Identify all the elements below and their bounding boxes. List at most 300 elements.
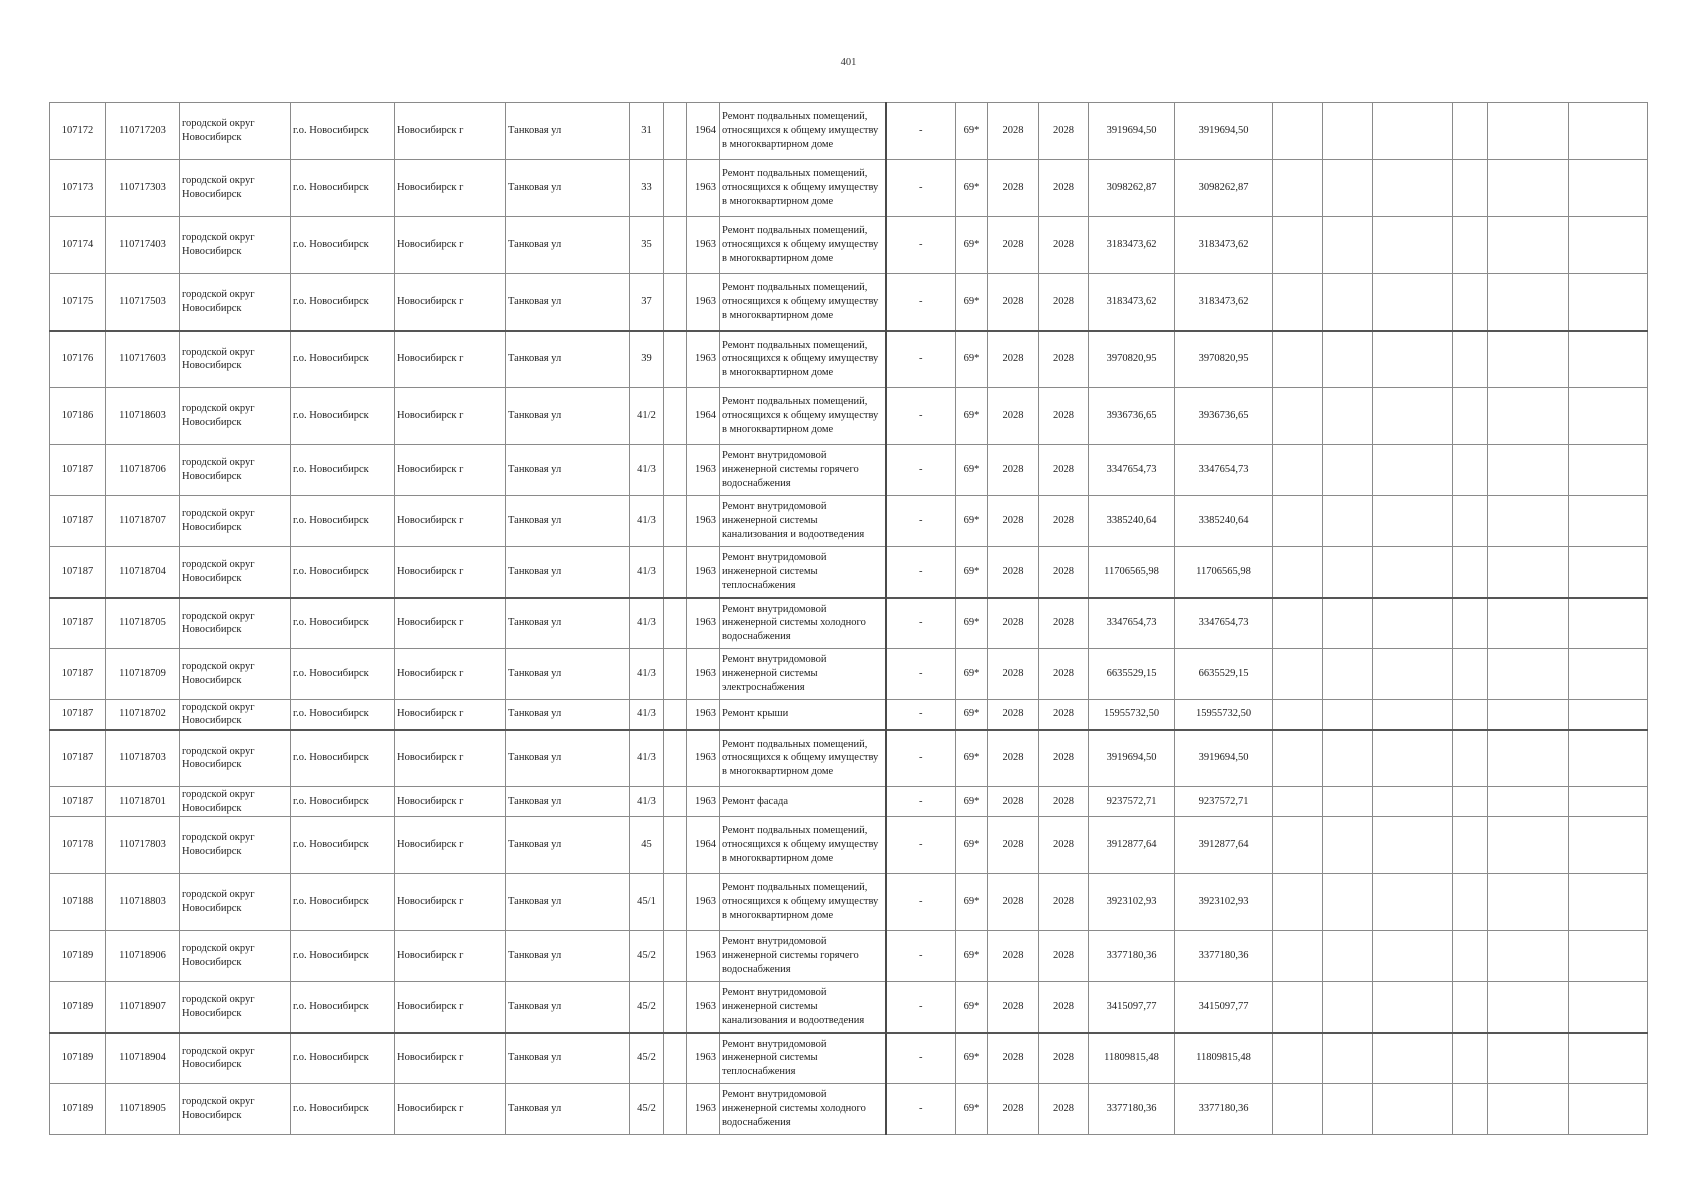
cell-ref: 69* [956, 496, 988, 547]
cell-municipality: г.о. Новосибирск [291, 160, 395, 217]
cell-empty [1273, 445, 1323, 496]
cell-city: Новосибирск г [395, 730, 506, 787]
cell-empty [1323, 547, 1373, 598]
cell-code: 110718701 [106, 787, 180, 817]
cell-empty [1373, 982, 1453, 1033]
cell-id: 107175 [50, 274, 106, 331]
cell-ref: 69* [956, 217, 988, 274]
cell-city: Новосибирск г [395, 1033, 506, 1084]
cell-empty [1373, 700, 1453, 730]
cell-total: 11809815,48 [1175, 1033, 1273, 1084]
cell-empty [1273, 700, 1323, 730]
cell-year-start: 2028 [988, 388, 1039, 445]
cell-street: Танковая ул [506, 817, 630, 874]
cell-cost: 15955732,50 [1089, 700, 1175, 730]
cell-house: 45/2 [630, 1084, 664, 1135]
cell-empty [1323, 496, 1373, 547]
cell-year-end: 2028 [1039, 1033, 1089, 1084]
cell-municipality: г.о. Новосибирск [291, 598, 395, 649]
cell-cost: 3377180,36 [1089, 1084, 1175, 1135]
cell-year: 1963 [687, 496, 720, 547]
registry-table [49, 102, 1648, 1135]
cell-empty [1373, 217, 1453, 274]
cell-work-type: Ремонт подвальных помещений, относящихся к общему имуществу в многоквартирном доме [720, 388, 886, 445]
cell-cost: 3377180,36 [1089, 931, 1175, 982]
cell-work-type: Ремонт внутридомовой инженерной системы холодного водоснабжения [720, 1084, 886, 1135]
cell-block [664, 817, 687, 874]
cell-id: 107189 [50, 1033, 106, 1084]
cell-street: Танковая ул [506, 700, 630, 730]
cell-municipality: г.о. Новосибирск [291, 817, 395, 874]
cell-work-type: Ремонт подвальных помещений, относящихся к общему имуществу в многоквартирном доме [720, 817, 886, 874]
cell-block [664, 217, 687, 274]
cell-code: 110718907 [106, 982, 180, 1033]
cell-block [664, 160, 687, 217]
table-row [50, 982, 1648, 1033]
cell-district: городской округ Новосибирск [180, 547, 291, 598]
table-row [50, 217, 1648, 274]
cell-id: 107186 [50, 388, 106, 445]
cell-ref: 69* [956, 649, 988, 700]
cell-code: 110717603 [106, 331, 180, 388]
cell-total: 3385240,64 [1175, 496, 1273, 547]
cell-block [664, 1033, 687, 1084]
cell-year-end: 2028 [1039, 787, 1089, 817]
cell-total: 3347654,73 [1175, 445, 1273, 496]
cell-empty [1373, 331, 1453, 388]
table-row [50, 388, 1648, 445]
cell-year: 1964 [687, 388, 720, 445]
table-row [50, 649, 1648, 700]
cell-dash: - [886, 730, 956, 787]
cell-cost: 3919694,50 [1089, 103, 1175, 160]
cell-year-start: 2028 [988, 931, 1039, 982]
cell-municipality: г.о. Новосибирск [291, 1033, 395, 1084]
cell-cost: 3098262,87 [1089, 160, 1175, 217]
cell-work-type: Ремонт внутридомовой инженерной системы горячего водоснабжения [720, 445, 886, 496]
cell-block [664, 598, 687, 649]
cell-empty [1488, 598, 1569, 649]
cell-id: 107187 [50, 496, 106, 547]
cell-block [664, 331, 687, 388]
cell-empty [1488, 217, 1569, 274]
cell-empty [1569, 388, 1648, 445]
cell-year-start: 2028 [988, 445, 1039, 496]
cell-district: городской округ Новосибирск [180, 598, 291, 649]
cell-house: 45/1 [630, 874, 664, 931]
cell-municipality: г.о. Новосибирск [291, 445, 395, 496]
cell-street: Танковая ул [506, 982, 630, 1033]
cell-ref: 69* [956, 982, 988, 1033]
cell-empty [1373, 649, 1453, 700]
cell-dash: - [886, 388, 956, 445]
cell-work-type: Ремонт подвальных помещений, относящихся к общему имуществу в многоквартирном доме [720, 874, 886, 931]
cell-year: 1963 [687, 445, 720, 496]
cell-id: 107173 [50, 160, 106, 217]
cell-work-type: Ремонт подвальных помещений, относящихся к общему имуществу в многоквартирном доме [720, 103, 886, 160]
cell-empty [1273, 874, 1323, 931]
cell-city: Новосибирск г [395, 649, 506, 700]
cell-dash: - [886, 1033, 956, 1084]
cell-id: 107187 [50, 730, 106, 787]
cell-empty [1373, 787, 1453, 817]
cell-empty [1569, 547, 1648, 598]
cell-district: городской округ Новосибирск [180, 874, 291, 931]
cell-cost: 11706565,98 [1089, 547, 1175, 598]
cell-empty [1323, 331, 1373, 388]
cell-cost: 3347654,73 [1089, 598, 1175, 649]
cell-year-start: 2028 [988, 160, 1039, 217]
cell-total: 3970820,95 [1175, 331, 1273, 388]
cell-empty [1569, 217, 1648, 274]
cell-ref: 69* [956, 931, 988, 982]
cell-year: 1963 [687, 1033, 720, 1084]
table-row [50, 598, 1648, 649]
cell-year: 1963 [687, 787, 720, 817]
cell-work-type: Ремонт фасада [720, 787, 886, 817]
cell-empty [1488, 649, 1569, 700]
cell-street: Танковая ул [506, 103, 630, 160]
cell-cost: 3415097,77 [1089, 982, 1175, 1033]
cell-empty [1488, 160, 1569, 217]
cell-house: 41/3 [630, 547, 664, 598]
cell-year: 1963 [687, 700, 720, 730]
cell-empty [1273, 496, 1323, 547]
cell-ref: 69* [956, 547, 988, 598]
cell-empty [1323, 700, 1373, 730]
cell-id: 107189 [50, 1084, 106, 1135]
cell-municipality: г.о. Новосибирск [291, 730, 395, 787]
cell-dash: - [886, 700, 956, 730]
table-row [50, 874, 1648, 931]
cell-house: 35 [630, 217, 664, 274]
cell-street: Танковая ул [506, 787, 630, 817]
cell-municipality: г.о. Новосибирск [291, 274, 395, 331]
cell-house: 41/3 [630, 445, 664, 496]
cell-block [664, 274, 687, 331]
cell-street: Танковая ул [506, 217, 630, 274]
cell-empty [1373, 874, 1453, 931]
cell-house: 41/3 [630, 700, 664, 730]
cell-block [664, 649, 687, 700]
cell-empty [1569, 496, 1648, 547]
cell-empty [1488, 331, 1569, 388]
cell-district: городской округ Новосибирск [180, 274, 291, 331]
cell-empty [1323, 931, 1373, 982]
cell-empty [1373, 598, 1453, 649]
cell-dash: - [886, 274, 956, 331]
cell-empty [1373, 931, 1453, 982]
cell-year-start: 2028 [988, 274, 1039, 331]
cell-year: 1963 [687, 982, 720, 1033]
cell-city: Новосибирск г [395, 388, 506, 445]
cell-empty [1453, 598, 1488, 649]
cell-year: 1963 [687, 874, 720, 931]
cell-empty [1323, 160, 1373, 217]
cell-dash: - [886, 931, 956, 982]
cell-work-type: Ремонт подвальных помещений, относящихся к общему имуществу в многоквартирном доме [720, 274, 886, 331]
cell-block [664, 787, 687, 817]
cell-empty [1273, 1084, 1323, 1135]
cell-year-end: 2028 [1039, 217, 1089, 274]
cell-code: 110717503 [106, 274, 180, 331]
cell-year-end: 2028 [1039, 388, 1089, 445]
cell-dash: - [886, 217, 956, 274]
cell-empty [1453, 1084, 1488, 1135]
cell-dash: - [886, 982, 956, 1033]
cell-year-start: 2028 [988, 1084, 1039, 1135]
cell-block [664, 931, 687, 982]
cell-district: городской округ Новосибирск [180, 1033, 291, 1084]
cell-dash: - [886, 103, 956, 160]
cell-code: 110718706 [106, 445, 180, 496]
cell-empty [1273, 817, 1323, 874]
cell-house: 41/3 [630, 649, 664, 700]
cell-year: 1964 [687, 103, 720, 160]
cell-empty [1569, 103, 1648, 160]
cell-year-start: 2028 [988, 874, 1039, 931]
cell-empty [1323, 598, 1373, 649]
cell-cost: 3919694,50 [1089, 730, 1175, 787]
cell-empty [1373, 1033, 1453, 1084]
cell-empty [1323, 730, 1373, 787]
cell-empty [1569, 1033, 1648, 1084]
cell-district: городской округ Новосибирск [180, 787, 291, 817]
cell-cost: 9237572,71 [1089, 787, 1175, 817]
cell-empty [1273, 649, 1323, 700]
cell-code: 110718709 [106, 649, 180, 700]
cell-city: Новосибирск г [395, 874, 506, 931]
table-row [50, 1084, 1648, 1135]
cell-empty [1488, 103, 1569, 160]
cell-empty [1569, 787, 1648, 817]
cell-year-start: 2028 [988, 598, 1039, 649]
cell-empty [1273, 331, 1323, 388]
cell-street: Танковая ул [506, 160, 630, 217]
cell-empty [1488, 874, 1569, 931]
cell-id: 107187 [50, 547, 106, 598]
cell-street: Танковая ул [506, 598, 630, 649]
table-row [50, 274, 1648, 331]
cell-empty [1488, 730, 1569, 787]
cell-empty [1273, 217, 1323, 274]
cell-empty [1569, 331, 1648, 388]
cell-municipality: г.о. Новосибирск [291, 103, 395, 160]
cell-empty [1453, 160, 1488, 217]
cell-year-end: 2028 [1039, 103, 1089, 160]
cell-block [664, 730, 687, 787]
cell-empty [1488, 787, 1569, 817]
cell-district: городской округ Новосибирск [180, 388, 291, 445]
cell-municipality: г.о. Новосибирск [291, 547, 395, 598]
cell-id: 107187 [50, 787, 106, 817]
cell-empty [1453, 445, 1488, 496]
cell-empty [1453, 874, 1488, 931]
cell-dash: - [886, 598, 956, 649]
table-row [50, 700, 1648, 730]
cell-total: 3912877,64 [1175, 817, 1273, 874]
cell-year-start: 2028 [988, 217, 1039, 274]
cell-work-type: Ремонт внутридомовой инженерной системы канализования и водоотведения [720, 982, 886, 1033]
table-body [50, 103, 1648, 1135]
cell-empty [1569, 160, 1648, 217]
cell-city: Новосибирск г [395, 331, 506, 388]
cell-ref: 69* [956, 331, 988, 388]
cell-year: 1963 [687, 598, 720, 649]
cell-year-end: 2028 [1039, 874, 1089, 931]
cell-cost: 3912877,64 [1089, 817, 1175, 874]
cell-street: Танковая ул [506, 496, 630, 547]
cell-cost: 3923102,93 [1089, 874, 1175, 931]
cell-ref: 69* [956, 103, 988, 160]
cell-cost: 3970820,95 [1089, 331, 1175, 388]
cell-street: Танковая ул [506, 445, 630, 496]
cell-empty [1453, 982, 1488, 1033]
cell-year-end: 2028 [1039, 496, 1089, 547]
cell-city: Новосибирск г [395, 931, 506, 982]
table-row [50, 787, 1648, 817]
cell-id: 107187 [50, 700, 106, 730]
cell-district: городской округ Новосибирск [180, 103, 291, 160]
cell-ref: 69* [956, 817, 988, 874]
cell-id: 107189 [50, 931, 106, 982]
cell-ref: 69* [956, 700, 988, 730]
cell-empty [1323, 217, 1373, 274]
cell-empty [1323, 445, 1373, 496]
cell-city: Новосибирск г [395, 982, 506, 1033]
cell-district: городской округ Новосибирск [180, 496, 291, 547]
cell-block [664, 388, 687, 445]
cell-year-start: 2028 [988, 787, 1039, 817]
cell-street: Танковая ул [506, 931, 630, 982]
cell-city: Новосибирск г [395, 217, 506, 274]
cell-empty [1323, 1033, 1373, 1084]
cell-empty [1453, 649, 1488, 700]
cell-empty [1373, 817, 1453, 874]
cell-year-start: 2028 [988, 496, 1039, 547]
cell-street: Танковая ул [506, 874, 630, 931]
cell-year-end: 2028 [1039, 160, 1089, 217]
table-row [50, 331, 1648, 388]
cell-dash: - [886, 787, 956, 817]
cell-year-end: 2028 [1039, 982, 1089, 1033]
cell-municipality: г.о. Новосибирск [291, 982, 395, 1033]
cell-work-type: Ремонт внутридомовой инженерной системы теплоснабжения [720, 1033, 886, 1084]
cell-cost: 3385240,64 [1089, 496, 1175, 547]
cell-year: 1963 [687, 160, 720, 217]
cell-year-start: 2028 [988, 700, 1039, 730]
cell-house: 37 [630, 274, 664, 331]
cell-house: 39 [630, 331, 664, 388]
cell-ref: 69* [956, 160, 988, 217]
cell-year-end: 2028 [1039, 598, 1089, 649]
cell-empty [1373, 496, 1453, 547]
cell-empty [1488, 1084, 1569, 1135]
cell-empty [1373, 388, 1453, 445]
cell-code: 110718704 [106, 547, 180, 598]
cell-house: 33 [630, 160, 664, 217]
cell-cost: 3936736,65 [1089, 388, 1175, 445]
cell-dash: - [886, 649, 956, 700]
cell-code: 110718702 [106, 700, 180, 730]
cell-year: 1963 [687, 649, 720, 700]
cell-block [664, 445, 687, 496]
cell-district: городской округ Новосибирск [180, 817, 291, 874]
cell-work-type: Ремонт крыши [720, 700, 886, 730]
cell-ref: 69* [956, 730, 988, 787]
cell-year-end: 2028 [1039, 649, 1089, 700]
table-row [50, 730, 1648, 787]
cell-ref: 69* [956, 1033, 988, 1084]
cell-city: Новосибирск г [395, 598, 506, 649]
cell-id: 107187 [50, 649, 106, 700]
cell-empty [1453, 331, 1488, 388]
cell-year-end: 2028 [1039, 331, 1089, 388]
cell-city: Новосибирск г [395, 103, 506, 160]
cell-district: городской округ Новосибирск [180, 649, 291, 700]
cell-total: 6635529,15 [1175, 649, 1273, 700]
cell-cost: 3183473,62 [1089, 274, 1175, 331]
cell-ref: 69* [956, 787, 988, 817]
cell-district: городской округ Новосибирск [180, 217, 291, 274]
table-row [50, 103, 1648, 160]
cell-municipality: г.о. Новосибирск [291, 874, 395, 931]
table-row [50, 496, 1648, 547]
cell-year-start: 2028 [988, 331, 1039, 388]
cell-empty [1488, 445, 1569, 496]
cell-city: Новосибирск г [395, 445, 506, 496]
cell-empty [1488, 388, 1569, 445]
cell-district: городской округ Новосибирск [180, 982, 291, 1033]
cell-street: Танковая ул [506, 1084, 630, 1135]
cell-city: Новосибирск г [395, 787, 506, 817]
cell-empty [1323, 649, 1373, 700]
cell-municipality: г.о. Новосибирск [291, 496, 395, 547]
cell-year: 1963 [687, 547, 720, 598]
cell-house: 41/3 [630, 730, 664, 787]
cell-city: Новосибирск г [395, 274, 506, 331]
cell-ref: 69* [956, 445, 988, 496]
cell-district: городской округ Новосибирск [180, 160, 291, 217]
cell-total: 11706565,98 [1175, 547, 1273, 598]
cell-total: 3183473,62 [1175, 217, 1273, 274]
cell-empty [1273, 274, 1323, 331]
cell-empty [1323, 274, 1373, 331]
cell-code: 110718803 [106, 874, 180, 931]
cell-street: Танковая ул [506, 1033, 630, 1084]
cell-empty [1488, 700, 1569, 730]
cell-work-type: Ремонт внутридомовой инженерной системы горячего водоснабжения [720, 931, 886, 982]
cell-year: 1963 [687, 1084, 720, 1135]
cell-work-type: Ремонт подвальных помещений, относящихся к общему имуществу в многоквартирном доме [720, 730, 886, 787]
cell-empty [1323, 817, 1373, 874]
cell-empty [1488, 1033, 1569, 1084]
cell-ref: 69* [956, 874, 988, 931]
cell-year-end: 2028 [1039, 730, 1089, 787]
cell-district: городской округ Новосибирск [180, 931, 291, 982]
cell-work-type: Ремонт подвальных помещений, относящихся к общему имуществу в многоквартирном доме [720, 331, 886, 388]
cell-code: 110717303 [106, 160, 180, 217]
cell-code: 110718703 [106, 730, 180, 787]
cell-id: 107188 [50, 874, 106, 931]
cell-work-type: Ремонт подвальных помещений, относящихся к общему имуществу в многоквартирном доме [720, 217, 886, 274]
cell-code: 110717203 [106, 103, 180, 160]
cell-house: 45/2 [630, 931, 664, 982]
cell-dash: - [886, 160, 956, 217]
cell-year-end: 2028 [1039, 445, 1089, 496]
cell-municipality: г.о. Новосибирск [291, 217, 395, 274]
cell-empty [1373, 547, 1453, 598]
